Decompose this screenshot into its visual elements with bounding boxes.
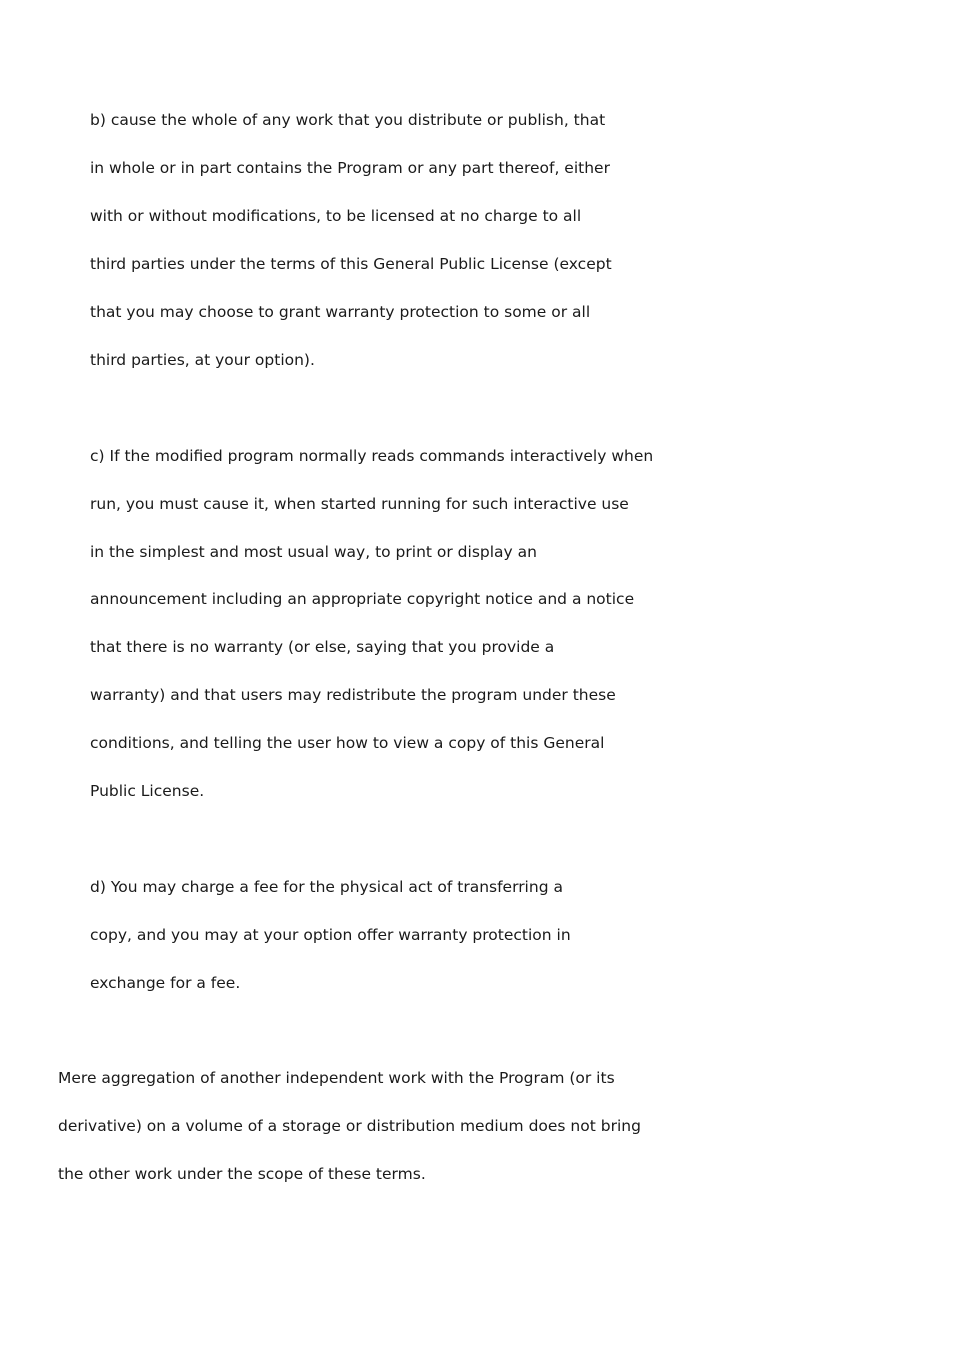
paragraph-aggregation-line-3: the other work under the scope of these terms. — [58, 1165, 426, 1183]
paragraph-aggregation-line-1: Mere aggregation of another independent work with the Program (or its — [58, 1069, 615, 1087]
paragraph-d-line-2: copy, and you may at your option offer warranty protection in — [90, 926, 571, 944]
paragraph-d-line-3: exchange for a fee. — [90, 974, 241, 992]
paragraph-c-line-2: run, you must cause it, when started running for such interactive use — [90, 495, 629, 513]
paragraph-c-line-8: Public License. — [90, 782, 205, 800]
paragraph-c-line-1: c) If the modified program normally reads commands interactively when — [90, 447, 654, 465]
paragraph-b-line-1: b) cause the whole of any work that you distribute or publish, that — [90, 111, 606, 129]
paragraph-aggregation-line-2: derivative) on a volume of a storage or distribution medium does not bring — [58, 1117, 641, 1135]
paragraph-c-line-3: in the simplest and most usual way, to print or display an — [90, 543, 537, 561]
paragraph-b-line-4: third parties under the terms of this General Public License (except — [90, 255, 612, 273]
paragraph-c-line-7: conditions, and telling the user how to view a copy of this General — [90, 734, 605, 752]
paragraph-c-line-6: warranty) and that users may redistribute the program under these — [90, 686, 616, 704]
paragraph-d-line-1: d) You may charge a fee for the physical act of transferring a — [90, 878, 563, 896]
paragraph-c-line-5: that there is no warranty (or else, saying that you provide a — [90, 638, 555, 656]
paragraph-c-line-4: announcement including an appropriate copyright notice and a notice — [90, 590, 635, 608]
paragraph-b-line-5: that you may choose to grant warranty protection to some or all — [90, 303, 591, 321]
paragraph-b-line-2: in whole or in part contains the Program or any part thereof, either — [90, 159, 610, 177]
paragraph-b-line-6: third parties, at your option). — [90, 351, 315, 369]
paragraph-b-line-3: with or without modifications, to be licensed at no charge to all — [90, 207, 582, 225]
